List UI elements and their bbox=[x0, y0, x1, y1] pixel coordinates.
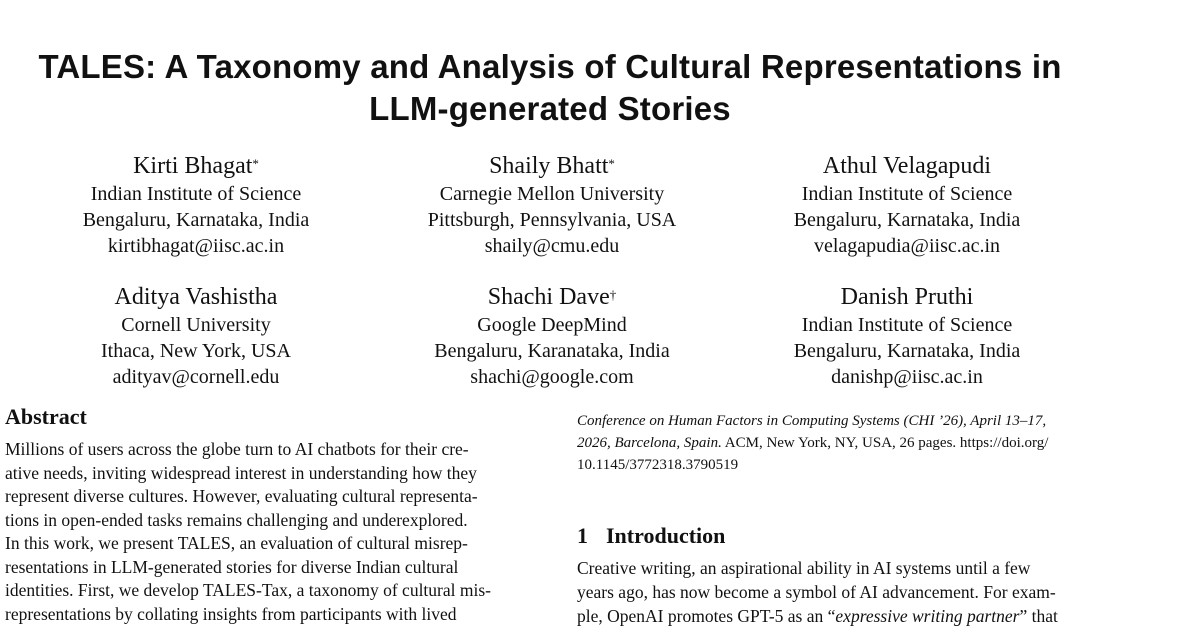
author-block bbox=[372, 151, 732, 259]
section-number: 1 bbox=[577, 523, 588, 548]
reference-venue: 2026, Barcelona, Spain. bbox=[577, 435, 722, 451]
abstract-text bbox=[5, 438, 528, 626]
author-email[interactable]: adityav@cornell.edu bbox=[112, 366, 280, 388]
acm-reference-format bbox=[577, 410, 1102, 476]
section-title: Introduction bbox=[606, 523, 726, 548]
intro-line: ” that bbox=[1019, 606, 1058, 626]
intro-line: ple, OpenAI promotes GPT-5 as an “ bbox=[577, 606, 836, 626]
author-affiliation: Carnegie Mellon University bbox=[439, 183, 665, 205]
author-block bbox=[16, 151, 376, 259]
author-location: Bengaluru, Karnataka, India bbox=[793, 340, 1021, 362]
abstract-line: In this work, we present TALES, an evaluation of cultural misrep- bbox=[5, 533, 468, 553]
abstract-line: representations by collating insights from participants with lived bbox=[5, 603, 457, 624]
author-location: Bengaluru, Karanataka, India bbox=[434, 340, 670, 362]
author-name: Shachi Dave bbox=[487, 284, 610, 310]
author-location: Bengaluru, Karnataka, India bbox=[82, 209, 310, 231]
abstract-line: ative needs, inviting widespread interest in understanding how they bbox=[5, 462, 477, 483]
author-affiliation: Google DeepMind bbox=[477, 314, 627, 336]
author-email[interactable]: shaily@cmu.edu bbox=[484, 235, 620, 257]
intro-line: Creative writing, an aspirational ability in AI systems until a few bbox=[577, 558, 1031, 578]
author-block bbox=[16, 282, 376, 390]
abstract-line: Millions of users across the globe turn to AI chatbots for their cre- bbox=[5, 439, 469, 459]
author-mark: * bbox=[252, 156, 259, 171]
abstract-line: identities. First, we develop TALES-Tax, a taxonomy of cultural mis- bbox=[5, 580, 491, 600]
introduction-text bbox=[577, 556, 1102, 628]
introduction-heading bbox=[577, 523, 725, 549]
author-block bbox=[727, 282, 1087, 390]
title-line-1: TALES: A Taxonomy and Analysis of Cultural Representations in bbox=[38, 48, 1062, 85]
author-location: Bengaluru, Karnataka, India bbox=[793, 209, 1021, 231]
author-affiliation: Cornell University bbox=[121, 314, 271, 336]
intro-quote: expressive writing partner bbox=[835, 606, 1020, 626]
reference-line-2: ACM, New York, NY, USA, 26 pages. https://doi.org/ bbox=[721, 435, 1049, 451]
abstract-line: resentations in LLM-generated stories for diverse Indian cultural bbox=[5, 556, 459, 577]
author-name: Danish Pruthi bbox=[840, 284, 974, 310]
abstract-line: represent diverse cultures. However, evaluating cultural representa- bbox=[5, 486, 478, 506]
author-email[interactable]: shachi@google.com bbox=[470, 366, 634, 388]
author-email[interactable]: velagapudia@iisc.ac.in bbox=[813, 235, 1001, 257]
author-mark: * bbox=[608, 156, 615, 171]
author-email[interactable]: danishp@iisc.ac.in bbox=[831, 366, 983, 388]
author-block bbox=[727, 151, 1087, 259]
author-name: Shaily Bhatt bbox=[489, 153, 609, 179]
reference-line-1: Conference on Human Factors in Computing Systems (CHI ’26), April 13–17, bbox=[577, 413, 1047, 429]
intro-line: years ago, has now become a symbol of AI advancement. For exam- bbox=[577, 582, 1056, 602]
author-location: Pittsburgh, Pennsylvania, USA bbox=[427, 209, 677, 231]
author-name: Kirti Bhagat bbox=[133, 153, 253, 179]
abstract-line: tions in open-ended tasks remains challenging and underexplored. bbox=[5, 509, 468, 530]
author-email[interactable]: kirtibhagat@iisc.ac.in bbox=[107, 235, 285, 257]
author-name: Athul Velagapudi bbox=[822, 153, 992, 179]
author-location: Ithaca, New York, USA bbox=[101, 340, 291, 362]
author-mark: † bbox=[609, 287, 617, 302]
reference-doi[interactable]: 10.1145/3772318.3790519 bbox=[577, 457, 739, 473]
author-affiliation: Indian Institute of Science bbox=[801, 314, 1013, 336]
author-affiliation: Indian Institute of Science bbox=[801, 183, 1013, 205]
abstract-heading: Abstract bbox=[5, 404, 87, 429]
author-affiliation: Indian Institute of Science bbox=[90, 183, 302, 205]
title-line-2: LLM-generated Stories bbox=[369, 90, 731, 127]
author-name: Aditya Vashistha bbox=[114, 284, 278, 310]
paper-title bbox=[0, 46, 1100, 130]
author-block bbox=[372, 282, 732, 390]
